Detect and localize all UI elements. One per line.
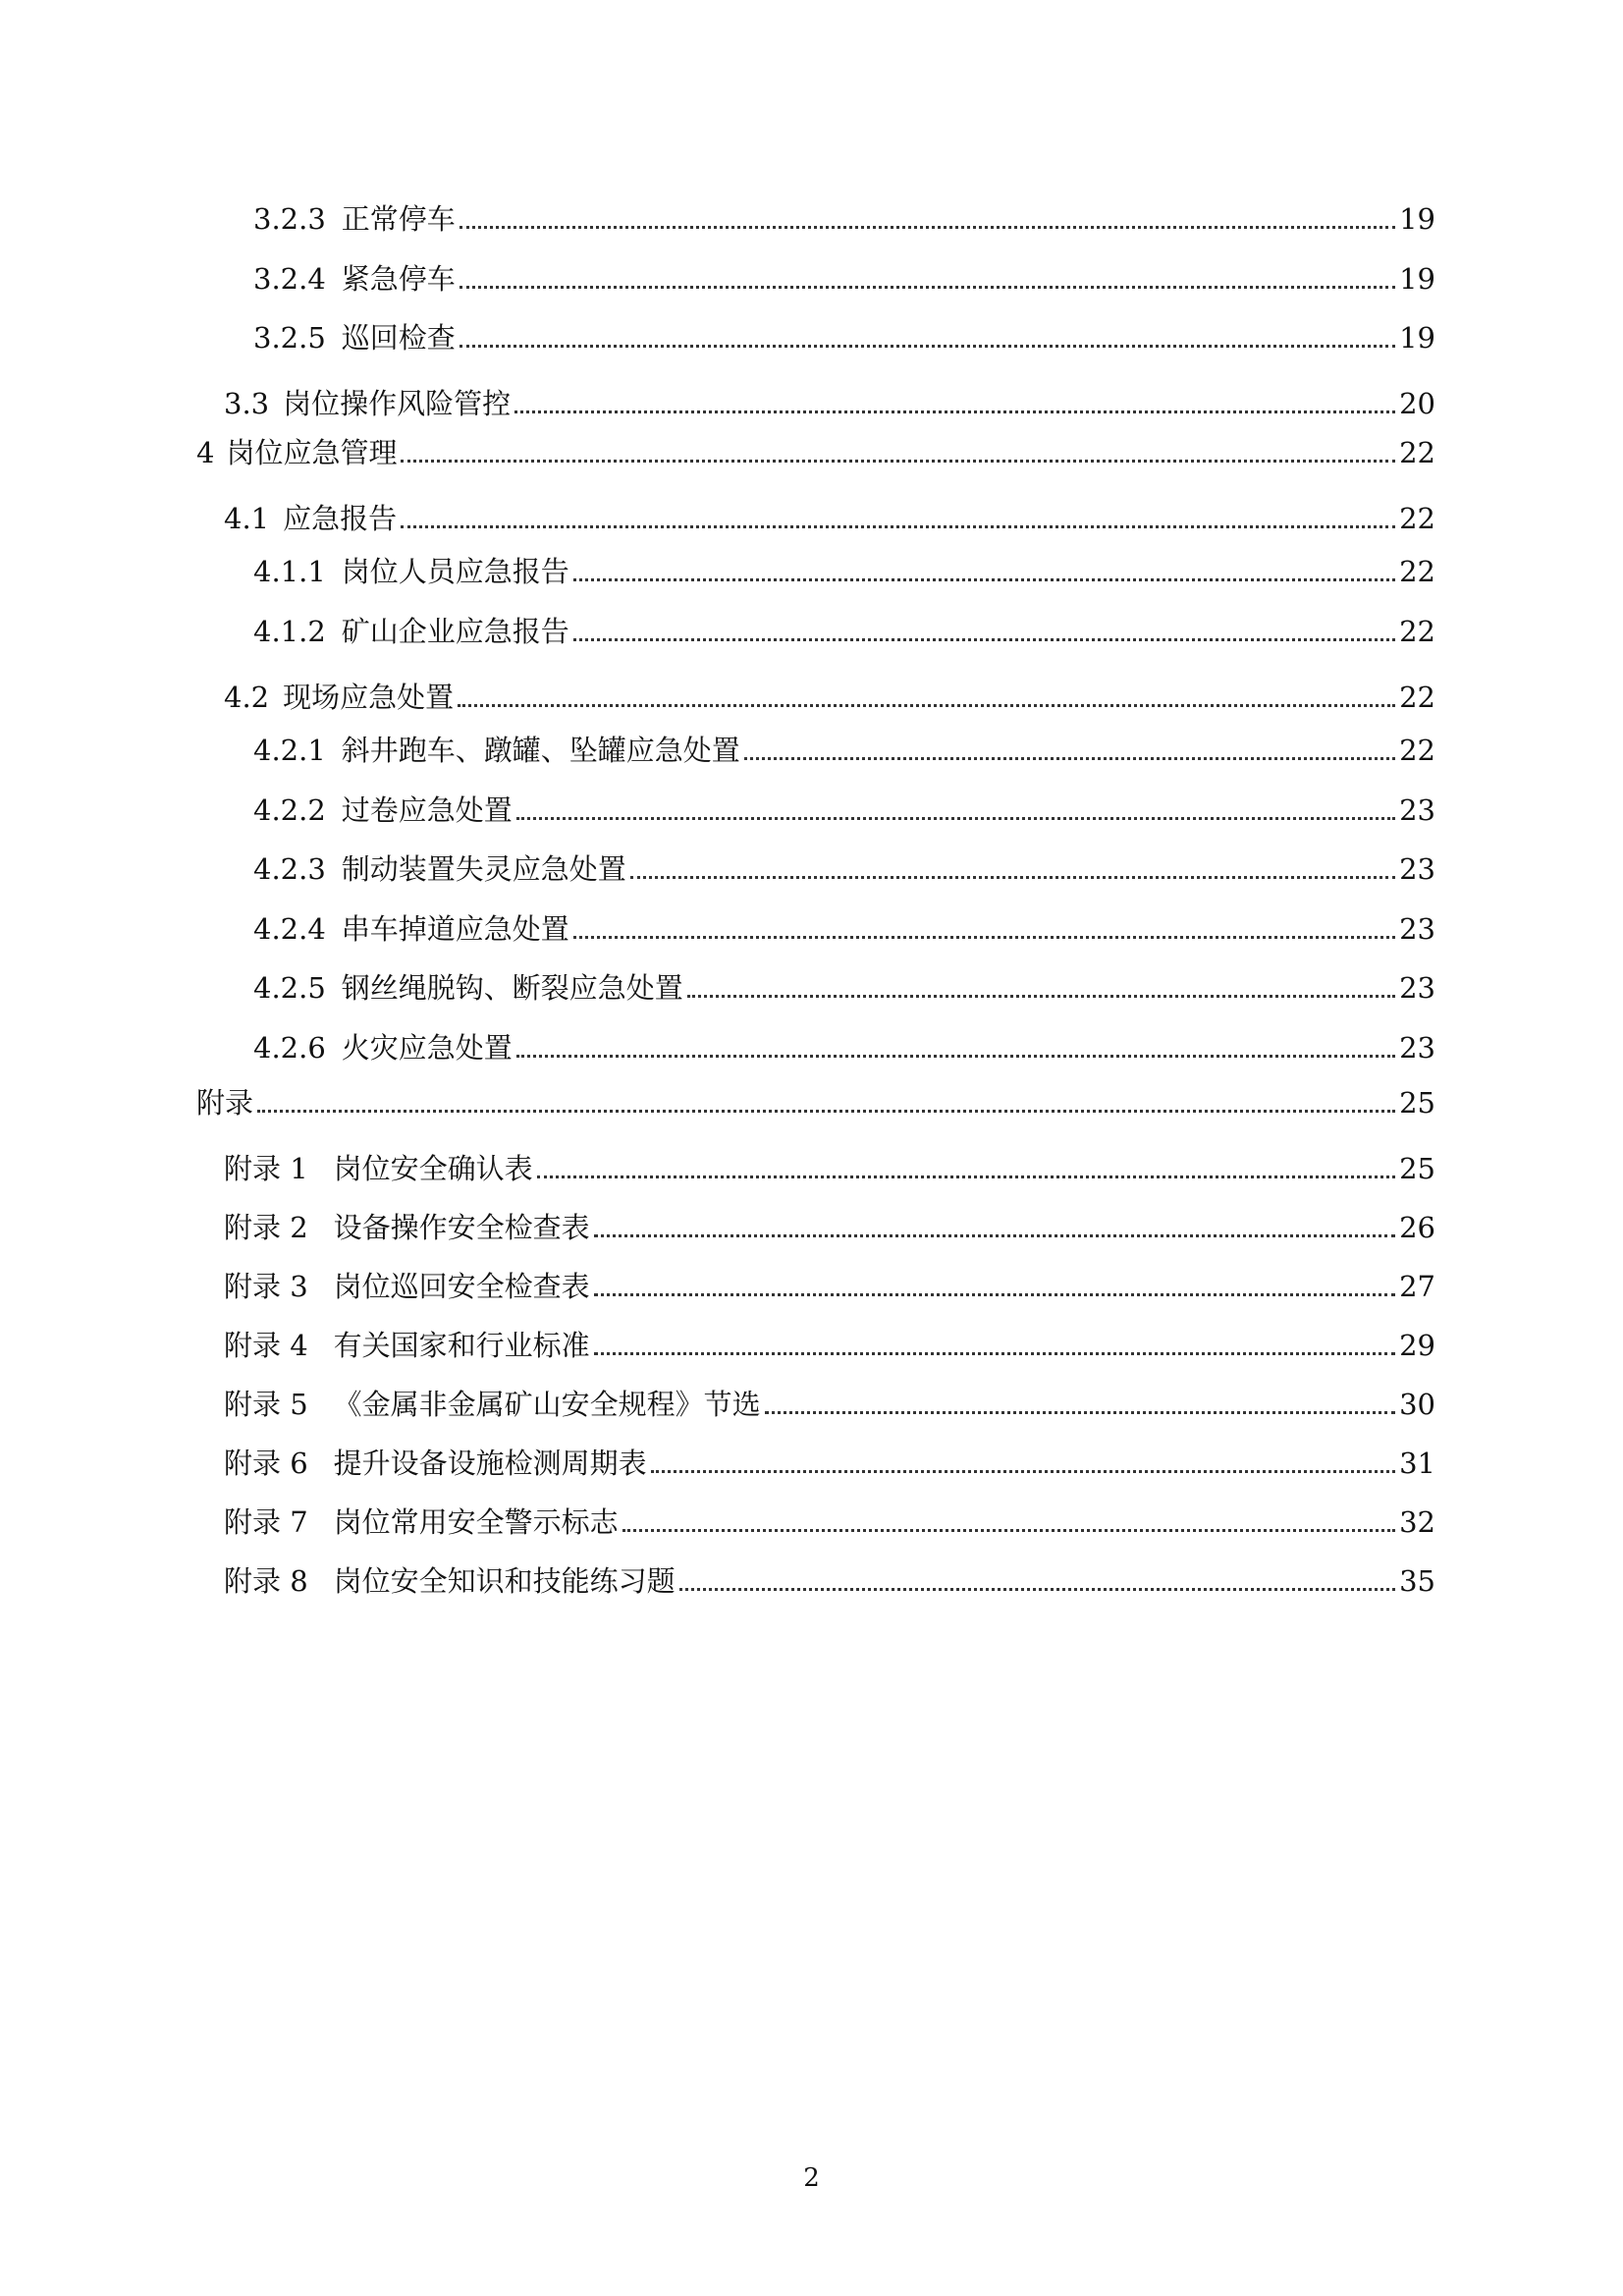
toc-entry-appendix-6[interactable] <box>196 1443 1435 1482</box>
toc-entry-title: 提升设备设施检测周期表 <box>333 1447 647 1480</box>
toc-dot-leader <box>401 525 1395 528</box>
toc-entry-number: 附录 6 <box>224 1447 308 1480</box>
toc-entry-4[interactable] <box>196 432 1435 471</box>
toc-dot-leader <box>594 1234 1395 1237</box>
toc-entry-title: 钢丝绳脱钩、断裂应急处置 <box>341 971 683 1005</box>
toc-entry-title: 制动装置失灵应急处置 <box>341 852 626 886</box>
toc-entry-title: 现场应急处置 <box>283 681 455 714</box>
toc-entry-appendix-1[interactable] <box>196 1148 1435 1187</box>
toc-entry-page: 19 <box>1399 262 1435 296</box>
toc-entry-number: 3.2.4 <box>253 262 326 296</box>
toc-entry-3-3[interactable] <box>196 383 1435 422</box>
toc-dot-leader <box>573 578 1395 581</box>
toc-dot-leader <box>460 286 1395 289</box>
toc-entry-page: 32 <box>1399 1505 1435 1539</box>
toc-dot-leader <box>594 1293 1395 1296</box>
toc-entry-4-2-4[interactable] <box>196 908 1435 948</box>
toc-entry-appendix-3[interactable] <box>196 1266 1435 1305</box>
toc-dot-leader <box>651 1470 1395 1473</box>
toc-entry-3-2-4[interactable] <box>196 258 1435 298</box>
toc-entry-number: 附录 3 <box>224 1270 308 1303</box>
toc-dot-leader <box>573 638 1395 641</box>
toc-entry-appendix-5[interactable] <box>196 1384 1435 1423</box>
toc-entry-title: 矿山企业应急报告 <box>341 615 569 648</box>
toc-entry-number: 4.2.6 <box>253 1031 326 1065</box>
toc-entry-page: 30 <box>1399 1388 1435 1421</box>
toc-entry-4-2-1[interactable] <box>196 730 1435 769</box>
toc-entry-number: 4.1 <box>224 502 270 535</box>
toc-entry-number: 3.2.5 <box>253 321 326 355</box>
toc-dot-leader <box>458 704 1395 707</box>
toc-entry-number: 4.2.2 <box>253 793 326 827</box>
toc-entry-title: 岗位常用安全警示标志 <box>333 1505 619 1539</box>
toc-entry-title: 岗位操作风险管控 <box>283 387 512 420</box>
toc-entry-number: 附录 4 <box>224 1329 308 1362</box>
toc-entry-page: 29 <box>1399 1329 1435 1362</box>
toc-entry-number: 4.2.4 <box>253 912 326 946</box>
toc-entry-number: 4.2.3 <box>253 852 326 886</box>
toc-entry-title: 《金属非金属矿山安全规程》节选 <box>333 1388 761 1421</box>
toc-dot-leader <box>573 936 1395 939</box>
toc-entry-page: 22 <box>1399 555 1435 588</box>
toc-entry-page: 20 <box>1399 387 1435 420</box>
toc-entry-number: 4.2 <box>224 681 270 714</box>
toc-dot-leader <box>622 1529 1395 1532</box>
toc-entry-number: 3.2.3 <box>253 202 326 236</box>
toc-entry-title: 岗位人员应急报告 <box>341 555 569 588</box>
toc-dot-leader <box>516 1055 1395 1058</box>
toc-dot-leader <box>630 876 1395 879</box>
toc-dot-leader <box>401 460 1395 463</box>
toc-entry-page: 22 <box>1399 734 1435 767</box>
toc-entry-title: 过卷应急处置 <box>341 793 513 827</box>
toc-entry-title: 应急报告 <box>283 502 398 535</box>
toc-entry-title: 有关国家和行业标准 <box>333 1329 590 1362</box>
page-number: 2 <box>803 2163 820 2193</box>
toc-dot-leader <box>687 995 1395 998</box>
toc-entry-page: 22 <box>1399 436 1435 469</box>
toc-entry-page: 22 <box>1399 615 1435 648</box>
toc-entry-title: 岗位巡回安全检查表 <box>333 1270 590 1303</box>
toc-entry-page: 23 <box>1399 1031 1435 1065</box>
toc-dot-leader <box>594 1352 1395 1355</box>
toc-entry-title: 岗位安全知识和技能练习题 <box>333 1564 676 1598</box>
toc-entry-page: 19 <box>1399 202 1435 236</box>
toc-entry-page: 25 <box>1399 1152 1435 1185</box>
toc-entry-appendix-7[interactable] <box>196 1502 1435 1541</box>
toc-dot-leader <box>516 817 1395 820</box>
toc-entry-page: 22 <box>1399 502 1435 535</box>
toc-entry-number: 附录 1 <box>224 1152 308 1185</box>
toc-entry-appendix-8[interactable] <box>196 1560 1435 1600</box>
toc-dot-leader <box>460 345 1395 348</box>
toc-entry-4-1-2[interactable] <box>196 611 1435 650</box>
toc-entry-4-1[interactable] <box>196 498 1435 537</box>
toc-entry-number: 附录 2 <box>224 1211 308 1244</box>
toc-entry-title: 正常停车 <box>341 202 456 236</box>
toc-entry-4-2-2[interactable] <box>196 790 1435 829</box>
toc-entry-appendix[interactable] <box>196 1082 1435 1121</box>
toc-dot-leader <box>744 757 1395 760</box>
toc-entry-number: 4.2.1 <box>253 734 326 767</box>
toc-entry-page: 23 <box>1399 971 1435 1005</box>
toc-entry-title: 附录 <box>196 1086 254 1120</box>
toc-entry-page: 27 <box>1399 1270 1435 1303</box>
toc-entry-number: 附录 7 <box>224 1505 308 1539</box>
toc-entry-number: 4.1.2 <box>253 615 326 648</box>
toc-dot-leader <box>257 1110 1395 1113</box>
toc-entry-appendix-2[interactable] <box>196 1207 1435 1246</box>
toc-entry-3-2-3[interactable] <box>196 198 1435 238</box>
toc-entry-number: 4 <box>196 436 215 469</box>
toc-entry-number: 附录 5 <box>224 1388 308 1421</box>
toc-entry-number: 附录 8 <box>224 1564 308 1598</box>
toc-entry-appendix-4[interactable] <box>196 1325 1435 1364</box>
toc-dot-leader <box>679 1588 1395 1591</box>
toc-entry-title: 岗位应急管理 <box>226 436 398 469</box>
toc-entry-page: 23 <box>1399 912 1435 946</box>
toc-dot-leader <box>537 1175 1395 1178</box>
toc-entry-4-2-3[interactable] <box>196 848 1435 888</box>
toc-entry-4-2[interactable] <box>196 677 1435 716</box>
toc-entry-page: 35 <box>1399 1564 1435 1598</box>
toc-entry-title: 紧急停车 <box>341 262 456 296</box>
toc-entry-4-2-5[interactable] <box>196 967 1435 1007</box>
toc-entry-3-2-5[interactable] <box>196 317 1435 356</box>
toc-entry-title: 斜井跑车、蹾罐、坠罐应急处置 <box>341 734 740 767</box>
toc-entry-page: 31 <box>1399 1447 1435 1480</box>
toc-dot-leader <box>514 410 1395 413</box>
toc-entry-title: 火灾应急处置 <box>341 1031 513 1065</box>
toc-entry-title: 巡回检查 <box>341 321 456 355</box>
toc-entry-page: 26 <box>1399 1211 1435 1244</box>
toc-entry-page: 22 <box>1399 681 1435 714</box>
toc-entry-page: 23 <box>1399 852 1435 886</box>
toc-entry-title: 串车掉道应急处置 <box>341 912 569 946</box>
toc-dot-leader <box>460 226 1395 229</box>
toc-entry-number: 4.2.5 <box>253 971 326 1005</box>
toc-entry-4-1-1[interactable] <box>196 551 1435 590</box>
toc-dot-leader <box>765 1411 1395 1414</box>
toc-entry-4-2-6[interactable] <box>196 1027 1435 1066</box>
toc-entry-title: 岗位安全确认表 <box>333 1152 533 1185</box>
toc-entry-title: 设备操作安全检查表 <box>333 1211 590 1244</box>
toc-entry-number: 3.3 <box>224 387 270 420</box>
toc-entry-page: 23 <box>1399 793 1435 827</box>
toc-entry-page: 19 <box>1399 321 1435 355</box>
toc-entry-number: 4.1.1 <box>253 555 326 588</box>
toc-entry-page: 25 <box>1399 1086 1435 1120</box>
